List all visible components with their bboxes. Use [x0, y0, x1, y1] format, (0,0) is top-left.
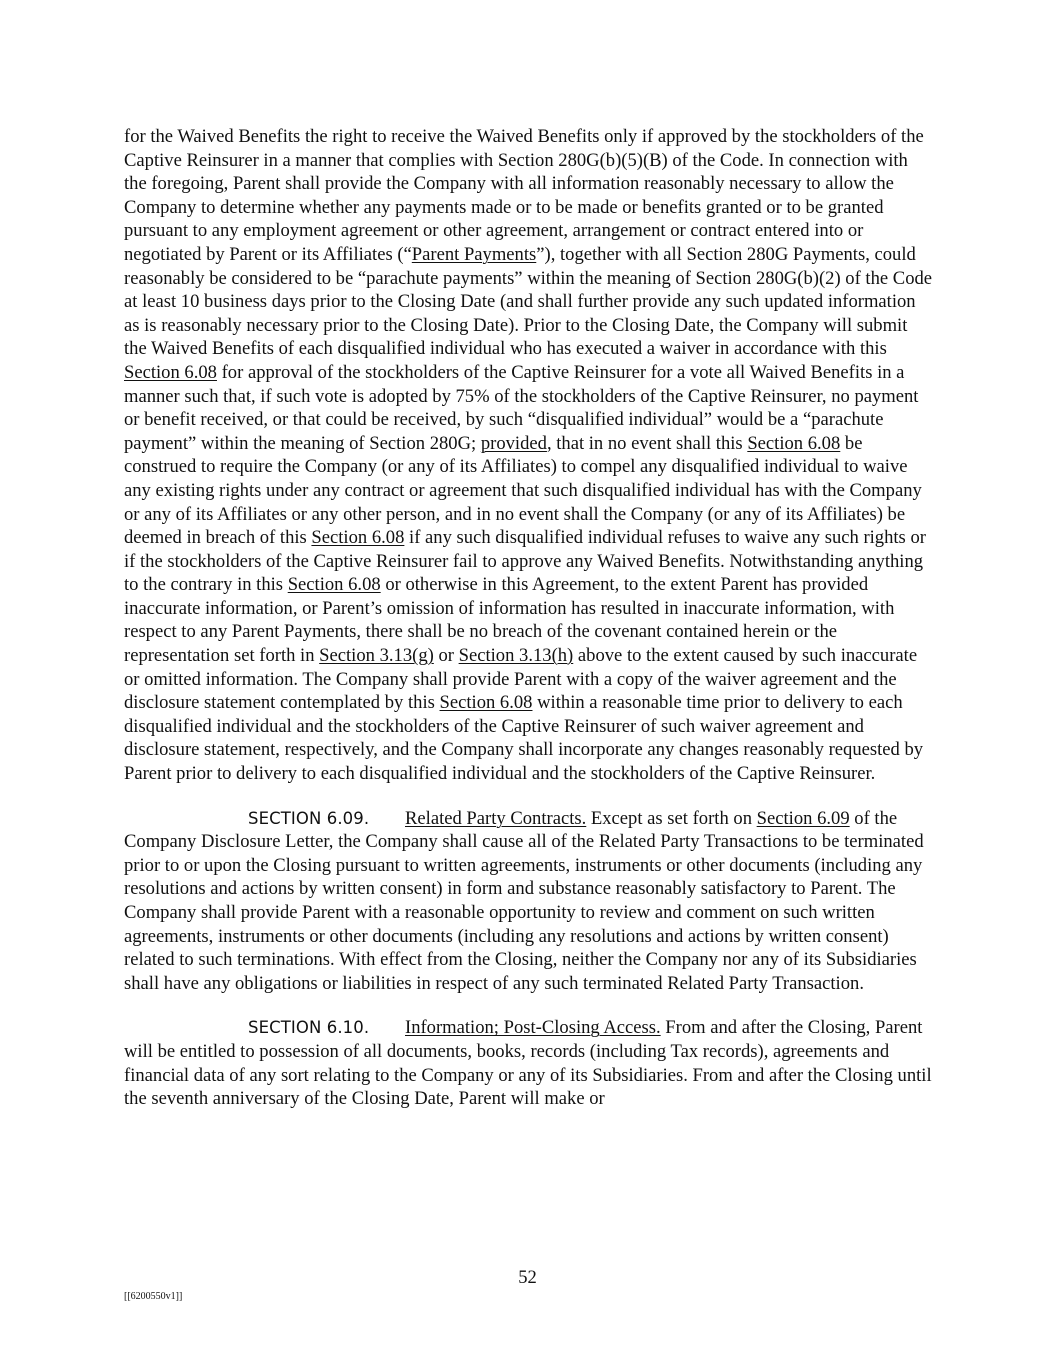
- section-6-09: [124, 807, 934, 996]
- text-run: be construed to require the Company (or any of its Affiliates) to compel any disqualified individual to waive any existing rights under any contract or agreement that such disqualified individual has with the Company or any of its Affiliates or any other person, and in no event shall the Company (or any of its Affiliates) be deemed in breach of this: [124, 432, 922, 549]
- defined-term-parent-payments: Parent Payments: [411, 243, 537, 265]
- section-6-10: [124, 1016, 934, 1110]
- text-run: of the Company Disclosure Letter, the Company shall cause all of the Related Party Transactions to be terminated prior to or upon the Closing pursuant to written agreements, instruments or other documents (including any resolutions and actions by written consent) in form and substance reasonably satisfactory to Parent. The Company shall provide Parent with a reasonable opportunity to review and comment on such written agreements, instruments or other documents (including any resolutions and actions by written consent) related to such terminations. With effect from the Closing, neither the Company nor any of its Subsidiaries shall have any obligations or liabilities in respect of any such terminated Related Party Transaction.: [124, 807, 924, 994]
- section-reference-link: Section 6.08: [311, 527, 405, 549]
- text-run: for approval of the stockholders of the Captive Reinsurer for a vote all Waived Benefits in a manner such that, if such vote is adopted by 75% of the stockholders of the Captive Reinsurer, no payment or benefit received, or that could be received, by such “disqualified individual” would be a “parachute payment” within the meaning of Section 280G;: [124, 361, 919, 454]
- document-id: [[6200550v1]]: [124, 1291, 183, 1302]
- section-number: SECTION 6.09.: [248, 808, 370, 828]
- text-run: or otherwise in this Agreement, to the extent Parent has provided inaccurate information, or Parent’s omission of information has resulted in inaccurate information, with respect to any Parent Payments, there shall be no breach of the covenant contained herein or the representation set forth in: [124, 574, 895, 667]
- text-run: or: [433, 645, 459, 667]
- page-number: 52: [518, 1267, 537, 1288]
- section-title: Related Party Contracts.: [405, 807, 587, 829]
- section-reference-link: Section 6.08: [287, 574, 381, 596]
- text-run: , that in no event shall this: [546, 432, 748, 454]
- text-run: within a reasonable time prior to delivery to each disqualified individual and the stockholders of the Captive Reinsurer of such waiver agreement and disclosure statement, respectively, and the Company shall incorporate any changes reasonably requested by Parent prior to delivery to each disqualified individual and the stockholders of the Captive Reinsurer.: [124, 692, 924, 785]
- text-run: if any such disqualified individual refuses to waive any such rights or if the stockholders of the Captive Reinsurer fail to approve any Waived Benefits. Notwithstanding anything to the contrary in this: [124, 527, 926, 596]
- section-reference-link: Section 6.09: [756, 807, 850, 829]
- text-run: Except as set forth on: [586, 807, 757, 829]
- text-run: ”), together with all Section 280G Payments, could reasonably be considered to be “parachute payments” within the meaning of Section 280G(b)(2) of the Code at least 10 business days prior to the Closing Date (and shall further provide any such updated information as is reasonably necessary prior to the Closing Date). Prior to the Closing Date, the Company will submit the Waived Benefits of each disqualified individual who has executed a waiver in accordance with this: [124, 243, 933, 360]
- paragraph-waived-benefits: [124, 125, 934, 786]
- section-reference-link: Section 3.13(h): [458, 645, 574, 667]
- proviso-term: provided: [480, 432, 547, 454]
- body-text: [124, 125, 934, 1111]
- section-number: SECTION 6.10.: [248, 1018, 370, 1038]
- text-run: above to the extent caused by such inaccurate or omitted information. The Company shall provide Parent with a copy of the waiver agreement and the disclosure statement contemplated by this: [124, 645, 918, 714]
- section-title: Information; Post-Closing Access.: [405, 1017, 661, 1039]
- section-reference-link: Section 6.08: [439, 692, 533, 714]
- text-run: From and after the Closing, Parent will be entitled to possession of all documents, books, records (including Tax records), agreements and financial data of any sort relating to the Company or any of its Subsidiaries. From and after the Closing until the seventh anniversary of the Closing Date, Parent will make or: [124, 1017, 932, 1110]
- section-reference-link: Section 6.08: [124, 361, 217, 383]
- section-reference-link: Section 6.08: [747, 432, 841, 454]
- section-reference-link: Section 3.13(g): [319, 645, 434, 667]
- text-run: for the Waived Benefits the right to receive the Waived Benefits only if approved by the stockholders of the Captive Reinsurer in a manner that complies with Section 280G(b)(5)(B) of the Code. In connection with the foregoing, Parent shall provide the Company with all information reasonably necessary to allow the Company to determine whether any payments made or to be made or benefits granted or to be granted pursuant to any employment agreement or other agreement, arrangement or contract entered into or negotiated by Parent or its Affiliates (“: [124, 126, 924, 265]
